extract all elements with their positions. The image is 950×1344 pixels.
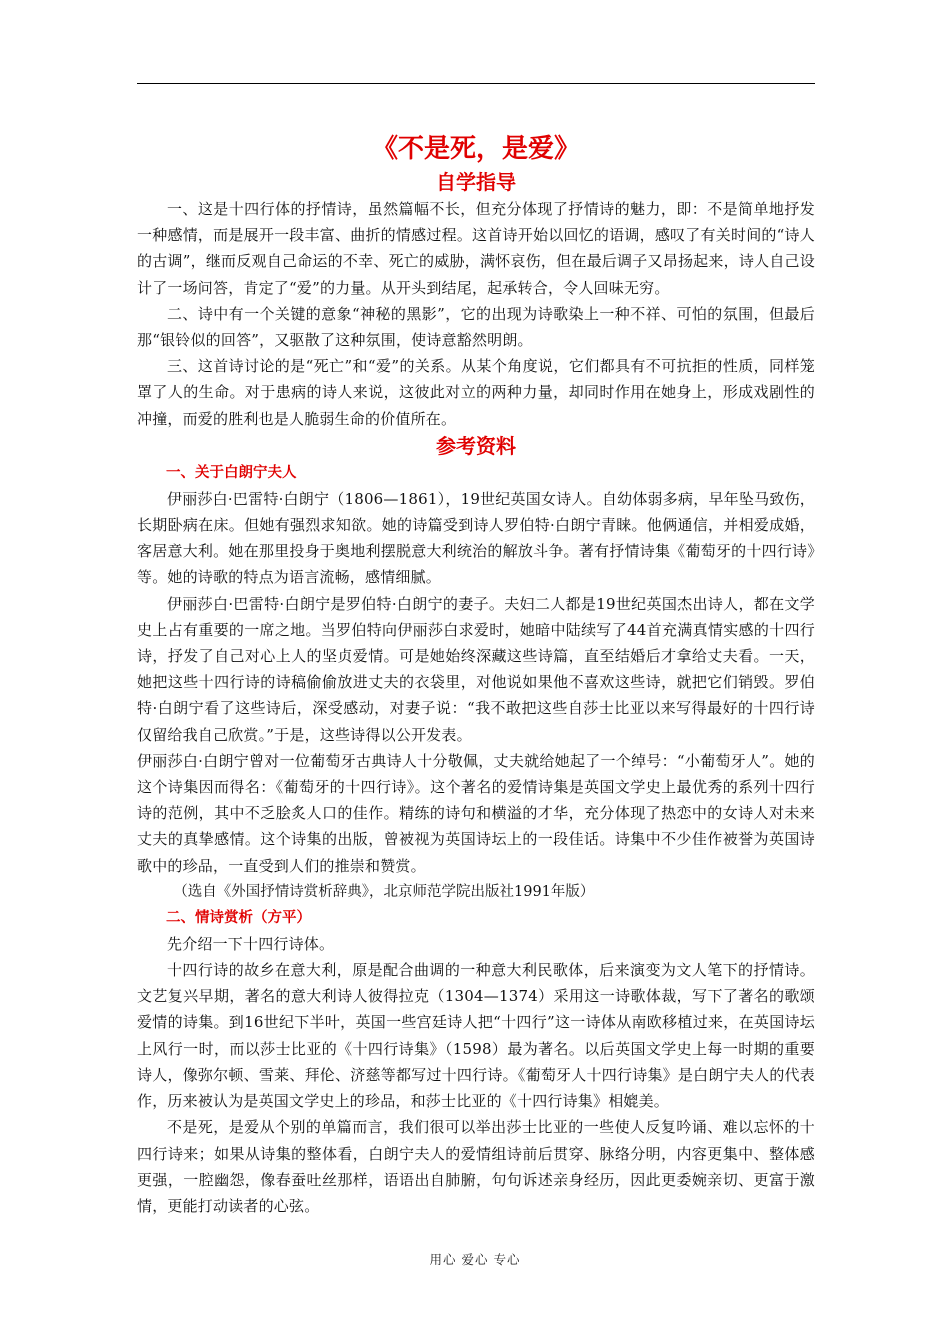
source-citation: （选自《外国抒情诗赏析辞典》，北京师范学院出版社1991年版） — [173, 883, 595, 900]
page-footer: 用心 爱心 专心 — [429, 1252, 521, 1267]
document-title: 《不是死，是爱》 — [371, 134, 580, 164]
subheading-about-browning: 一、关于白朗宁夫人 — [166, 464, 297, 481]
subheading-poem-analysis: 二、情诗赏析（方平） — [166, 909, 311, 926]
analysis-paragraph-1: 先介绍一下十四行诗体。 — [167, 934, 335, 953]
reference-heading: 参考资料 — [436, 433, 516, 458]
browning-paragraph-1: 伊丽莎白·巴雷特·白朗宁（1806—1861），19世纪英国女诗人。自幼体弱多病，早年坠马致伤，长期卧病在床。但她有强烈求知欲。她的诗篇受到诗人罗伯特·白朗宁青睐。他俩通信，并相爱成婚，客居意大利。她在那里投身于奥地利摆脱意大利统治的解放斗争。著有抒情诗集《葡萄牙的十四行诗》等。她的诗歌的特点为语言流畅，感情细腻。 — [137, 489, 815, 587]
guide-paragraph-1: 一、这是十四行体的抒情诗，虽然篇幅不长，但充分体现了抒情诗的魅力，即：不是简单地抒发一种感情，而是展开一段丰富、曲折的情感过程。这首诗开始以回忆的语调，感叹了有关时间的“诗人的古调”，继而反观自己命运的不幸、死亡的威胁，满怀哀伤，但在最后调子又昂扬起来，诗人自己设计了一场问答，肯定了“爱”的力量。从开头到结尾，起承转合，令人回味无穷。 — [137, 200, 815, 297]
browning-paragraph-3: 伊丽莎白·白朗宁曾对一位葡萄牙古典诗人十分敬佩，丈夫就给她起了一个绰号：“小葡萄牙人”。她的这个诗集因而得名：《葡萄牙的十四行诗》。这个著名的爱情诗集是英国文学史上最优秀的系列十四行诗的范例，其中不乏脍炙人口的佳作。精练的诗句和横溢的才华，充分体现了热恋中的女诗人对未来丈夫的真挚感情。这个诗集的出版，曾被视为英国诗坛上的一段佳话。诗集中不少佳作被誉为英国诗歌中的珍品，一直受到人们的推崇和赞赏。 — [137, 751, 815, 875]
guide-heading: 自学指导 — [436, 170, 516, 194]
guide-paragraph-3: 三、这首诗讨论的是“死亡”和“爱”的关系。从某个角度说，它们都具有不可抗拒的性质，同样笼罩了人的生命。对于患病的诗人来说，这彼此对立的两种力量，却同时作用在她身上，形成戏剧性的冲撞，而爱的胜利也是人脆弱生命的价值所在。 — [137, 357, 815, 428]
document-body — [137, 130, 815, 1219]
header-rule — [137, 83, 815, 84]
analysis-paragraph-2: 十四行诗的故乡在意大利，原是配合曲调的一种意大利民歌体，后来演变为文人笔下的抒情诗。文艺复兴早期，著名的意大利诗人彼得拉克（1304—1374）采用这一诗歌体裁，写下了著名的歌颂爱情的诗集。到16世纪下半叶，英国一些宫廷诗人把“十四行”这一诗体从南欧移植过来，在英国诗坛上风行一时，而以莎士比亚的《十四行诗集》（1598）最为著名。以后英国文学史上每一时期的重要诗人，像弥尔顿、雪莱、拜伦、济慈等都写过十四行诗。《葡萄牙人十四行诗集》是白朗宁夫人的代表作，历来被认为是英国文学史上的珍品，和莎士比亚的《十四行诗集》相媲美。 — [137, 961, 815, 1111]
guide-paragraph-2: 二、诗中有一个关键的意象“神秘的黑影”，它的出现为诗歌染上一种不祥、可怕的氛围，但最后那“银铃似的回答”，又驱散了这种氛围，使诗意豁然明朗。 — [137, 304, 815, 350]
browning-paragraph-2: 伊丽莎白·巴雷特·白朗宁是罗伯特·白朗宁的妻子。夫妇二人都是19世纪英国杰出诗人，都在文学史上占有重要的一席之地。当罗伯特向伊丽莎白求爱时，她暗中陆续写了44首充满真情实感的十四行诗，抒发了自己对心上人的坚贞爱情。可是她始终深藏这些诗篇，直至结婚后才拿给丈夫看。一天，她把这些十四行诗的诗稿偷偷放进丈夫的衣袋里，对他说如果他不喜欢这些诗，就把它们销毁。罗伯特·白朗宁看了这些诗后，深受感动，对妻子说：“我不敢把这些自莎士比亚以来写得最好的十四行诗仅留给我自己欣赏。”于是，这些诗得以公开发表。 — [137, 594, 815, 744]
analysis-paragraph-3: 不是死，是爱从个别的单篇而言，我们很可以举出莎士比亚的一些使人反复吟诵、难以忘怀的十四行诗来；如果从诗集的整体看，白朗宁夫人的爱情组诗前后贯穿、脉络分明，内容更集中、整体感更强，一腔幽怨，像春蚕吐丝那样，语语出自肺腑，句句诉述亲身经历，因此更委婉亲切、更富于激情，更能打动读者的心弦。 — [137, 1118, 815, 1215]
